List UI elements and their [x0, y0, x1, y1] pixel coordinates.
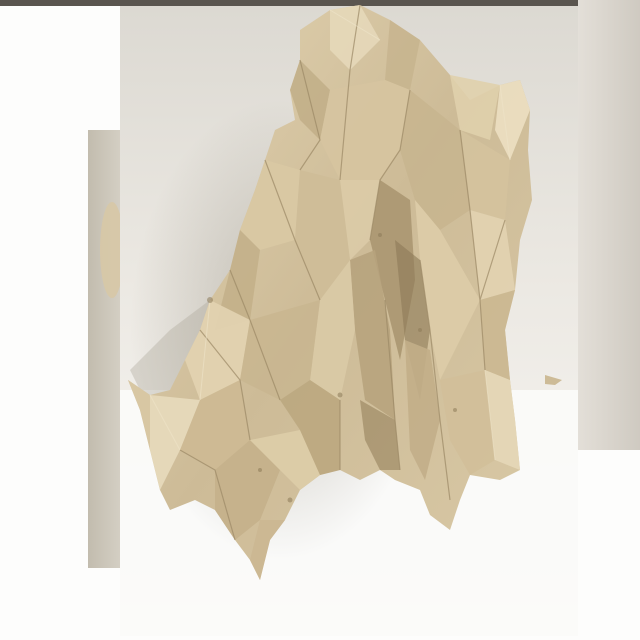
top-dark-band: [0, 0, 640, 6]
left-backdrop-strip: [88, 130, 124, 568]
right-backdrop-panel: [578, 0, 640, 450]
